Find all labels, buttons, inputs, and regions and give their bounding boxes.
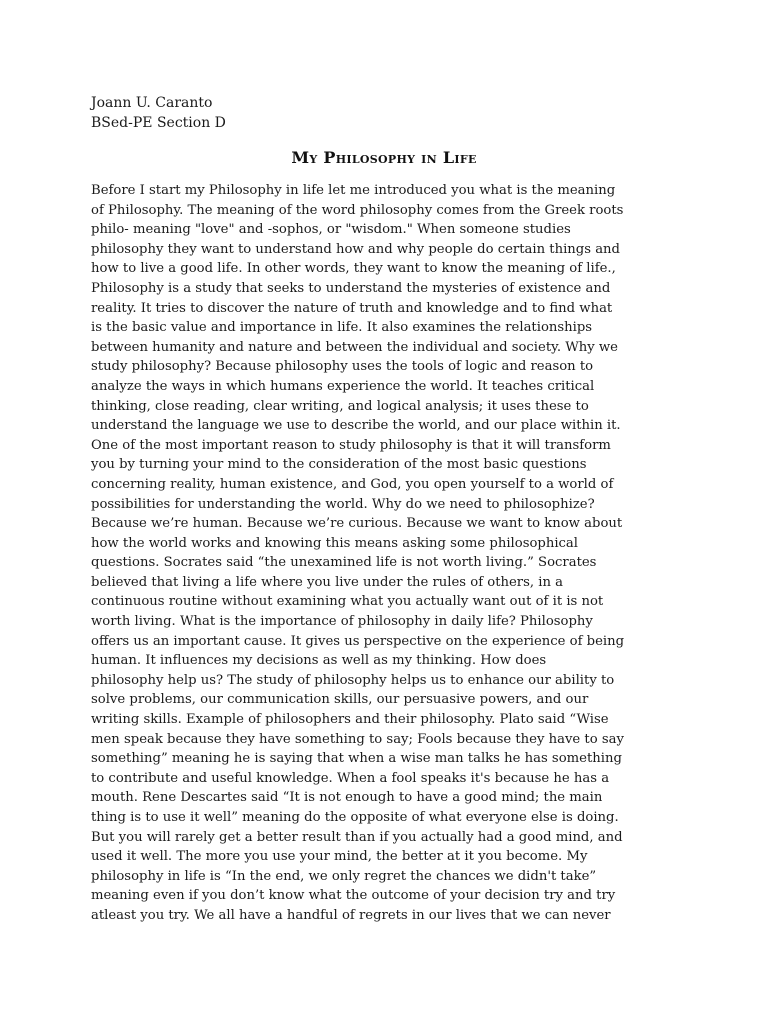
body-line: concerning reality, human existence, and God, you open yourself to a world of xyxy=(91,476,614,492)
body-line: to contribute and useful knowledge. When a fool speaks it's because he has a xyxy=(91,770,610,786)
body-line: used it well. The more you use your mind, the better at it you become. My xyxy=(91,849,588,865)
body-line: you by turning your mind to the consideration of the most basic questions xyxy=(91,457,587,473)
body-line: is the basic value and importance in life. It also examines the relationships xyxy=(91,320,593,336)
body-line: of Philosophy. The meaning of the word philosophy comes from the Greek roots xyxy=(91,202,624,218)
body-line: philosophy in life is “In the end, we only regret the chances we didn't take” xyxy=(91,868,597,884)
body-line: meaning even if you don’t know what the outcome of your decision try and try xyxy=(91,888,616,904)
body-line: solve problems, our communication skills, our persuasive powers, and our xyxy=(91,692,589,708)
body-line: philosophy help us? The study of philosophy helps us to enhance our ability to xyxy=(91,672,615,688)
body-line: how the world works and knowing this means asking some philosophical xyxy=(91,535,579,551)
author-block xyxy=(91,93,226,133)
body-line: writing skills. Example of philosophers and their philosophy. Plato said “Wise xyxy=(91,712,609,728)
author-name: Joann U. Caranto xyxy=(91,95,213,111)
author-section: BSed-PE Section D xyxy=(91,115,226,131)
body-line: thinking, close reading, clear writing, and logical analysis; it uses these to xyxy=(91,398,589,414)
body-line: philo- meaning "love" and -sophos, or "wisdom." When someone studies xyxy=(91,222,571,238)
body-line: believed that living a life where you live under the rules of others, in a xyxy=(91,574,564,590)
body-line: questions. Socrates said “the unexamined life is not worth living.” Socrates xyxy=(91,555,597,571)
body-line: human. It influences my decisions as well as my thinking. How does xyxy=(91,653,547,669)
body-line: Because we’re human. Because we’re curious. Because we want to know about xyxy=(91,516,623,532)
body-line: offers us an important cause. It gives us perspective on the experience of being xyxy=(91,633,625,649)
body-line: men speak because they have something to say; Fools because they have to say xyxy=(91,731,624,747)
body-line: analyze the ways in which humans experience the world. It teaches critical xyxy=(91,378,595,394)
body-line: study philosophy? Because philosophy uses the tools of logic and reason to xyxy=(91,359,594,375)
body-line: understand the language we use to describe the world, and our place within it. xyxy=(91,418,621,434)
body-line: possibilities for understanding the world. Why do we need to philosophize? xyxy=(91,496,595,512)
body-line: between humanity and nature and between the individual and society. Why we xyxy=(91,339,618,355)
document-title: My Philosophy in Life xyxy=(291,148,477,167)
body-line: philosophy they want to understand how and why people do certain things and xyxy=(91,241,620,257)
body-line: thing is to use it well” meaning do the opposite of what everyone else is doing. xyxy=(91,810,619,825)
body-line: reality. It tries to discover the nature of truth and knowledge and to find what xyxy=(91,300,613,316)
body-line: mouth. Rene Descartes said “It is not enough to have a good mind; the main xyxy=(91,790,603,806)
body-line: worth living. What is the importance of philosophy in daily life? Philosophy xyxy=(91,614,593,630)
body-line: continuous routine without examining what you actually want out of it is not xyxy=(91,594,604,610)
body-line: how to live a good life. In other words, they want to know the meaning of life., xyxy=(91,261,616,277)
body-line: Before I start my Philosophy in life let me introduced you what is the meaning xyxy=(91,183,616,198)
body-line: something” meaning he is saying that when a wise man talks he has something xyxy=(91,751,622,767)
body-line: atleast you try. We all have a handful of regrets in our lives that we can never xyxy=(91,907,611,923)
body-line: One of the most important reason to study philosophy is that it will transform xyxy=(91,437,611,453)
body-paragraph xyxy=(91,181,681,926)
body-line: Philosophy is a study that seeks to understand the mysteries of existence and xyxy=(91,280,611,296)
body-line: But you will rarely get a better result than if you actually had a good mind, and xyxy=(91,829,623,845)
